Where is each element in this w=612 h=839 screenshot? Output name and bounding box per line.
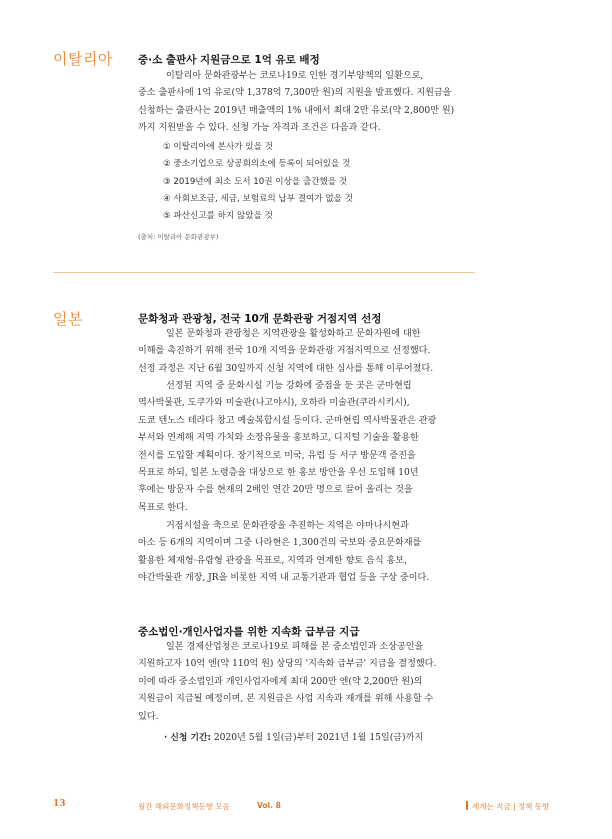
section-label: 세계는 지금 | 정책 동향 bbox=[472, 802, 550, 811]
body-line: 야간박물관 개장, JR을 비롯한 지역 내 교통기관과 협업 등을 구상 중이다. bbox=[138, 573, 430, 584]
body-line: 도쿄 텐노스 테라다 창고 예술복합시설 등이다. 군마현립 역사박물관은 관광 bbox=[138, 415, 437, 426]
body-line: 지원금이 지급될 예정이며, 본 지원금은 사업 지속과 재개를 위해 사용할 수 bbox=[138, 694, 434, 705]
list-item: ③ 2019년에 최소 도서 10권 이상을 출간했을 것 bbox=[163, 176, 348, 187]
footer-bar bbox=[466, 801, 468, 810]
body-line: 신청하는 출판사는 2019년 매출액의 1% 내에서 최대 2만 유로(약 2,800만 원) bbox=[138, 105, 455, 116]
list-item: ④ 사회보조금, 세금, 보험료의 납부 결여가 없을 것 bbox=[163, 193, 354, 204]
body-line: 목표로 한다. bbox=[138, 502, 188, 513]
body-line: 아소 등 6개의 지역이며 그중 나라현은 1,300건의 국보와 중요문화재를 bbox=[138, 538, 422, 549]
body-line: 활용한 체재형·유람형 관광을 목표로, 지역과 연계한 향토 음식 홍보, bbox=[138, 555, 407, 566]
body-line: 선정된 지역 중 문화시설 기능 강화에 중점을 둔 곳은 군마현립 bbox=[166, 381, 412, 391]
body-line: 선정 과정은 지난 6월 30일까지 신청 지역에 대한 심사를 통해 이루어졌다. bbox=[138, 363, 434, 374]
application-period-label: · 신청 기간: bbox=[164, 733, 211, 743]
source-note: (출처: 이탈리아 문화관광부) bbox=[138, 233, 219, 241]
body-line: 있다. bbox=[138, 711, 159, 722]
article-body-italy bbox=[138, 68, 470, 138]
country-heading-japan: 일본 bbox=[53, 310, 83, 328]
country-heading-italy: 이탈리아 bbox=[53, 50, 113, 68]
list-item: ⑤ 파산신고를 하지 않았을 것 bbox=[163, 211, 273, 222]
body-line: 거점시설을 축으로 문화관광을 추진하는 지역은 야마나시현과 bbox=[166, 521, 409, 531]
article-title-italy: 중·소 출판사 지원금으로 1억 유로 배정 bbox=[138, 54, 320, 66]
body-line: 전시를 도입할 계획이다. 장기적으로 미국, 유럽 등 서구 방문객 증진을 bbox=[138, 450, 416, 461]
body-line: 부서와 연계해 지역 가치와 소장유물을 홍보하고, 디지털 기술을 활용한 bbox=[138, 433, 419, 444]
article-body-japan-subsidy bbox=[138, 639, 470, 726]
body-line: 중소 출판사에 1억 유로(약 1,378억 7,300만 원)의 지원을 발표했다. 지원금을 bbox=[138, 88, 452, 99]
body-line: 후에는 방문자 수를 현재의 2배인 연간 20만 명으로 끌어 올리는 것을 bbox=[138, 485, 413, 496]
application-period bbox=[164, 730, 423, 743]
body-line: 일본 경제산업청은 코로나19로 피해를 본 중소법인과 소상공인을 bbox=[166, 642, 424, 652]
body-line: 까지 지원받을 수 있다. 신청 가능 자격과 조건은 다음과 같다. bbox=[138, 123, 381, 134]
body-line: 이탈리아 문화관광부는 코로나19로 인한 경기부양책의 일환으로, bbox=[166, 71, 424, 81]
body-line: 일본 문화청과 관광청은 지역관광을 활성화하고 문화자원에 대한 bbox=[166, 329, 421, 339]
article-title-japan-subsidy: 중소법인·개인사업자를 위한 지속화 급부금 지급 bbox=[138, 626, 360, 638]
conditions-list bbox=[163, 139, 353, 225]
body-line: 이해를 촉진하기 위해 전국 10개 지역을 문화관광 거점지역으로 선정했다. bbox=[138, 346, 431, 357]
volume-label: Vol. 8 bbox=[257, 801, 281, 810]
application-period-value: 2020년 5월 1일(금)부터 2021년 1월 15일(금)까지 bbox=[210, 733, 424, 743]
article-title-japan-culture: 문화청과 관광청, 전국 10개 문화관광 거점지역 선정 bbox=[138, 313, 382, 325]
body-line: 목표로 하되, 일본 노령층을 대상으로 한 홍보 방안을 우선 도입해 10년 bbox=[138, 468, 419, 479]
section-divider bbox=[53, 272, 475, 273]
page-number: 13 bbox=[53, 799, 66, 809]
body-line: 이에 따라 중소법인과 개인사업자에게 최대 200만 엔(약 2,200만 원)의 bbox=[138, 676, 423, 687]
article-body-japan-culture-p2 bbox=[138, 378, 470, 517]
body-line: 역사박물관, 도쿠가와 미술관(나고야시), 오하라 미술관(쿠라시키시), bbox=[138, 398, 410, 409]
publication-name: 월간 해외문화정책동향 모음 bbox=[138, 802, 230, 811]
list-item: ① 이탈리아에 본사가 있을 것 bbox=[163, 142, 273, 152]
article-body-japan-culture-p3 bbox=[138, 518, 470, 588]
list-item: ② 중소기업으로 상공회의소에 등록이 되어있을 것 bbox=[163, 159, 351, 170]
article-body-japan-culture-p1 bbox=[138, 326, 470, 378]
body-line: 지원하고자 10억 엔(약 110억 원) 상당의 '지속화 급부금' 지급을 결정했다. bbox=[138, 659, 437, 670]
